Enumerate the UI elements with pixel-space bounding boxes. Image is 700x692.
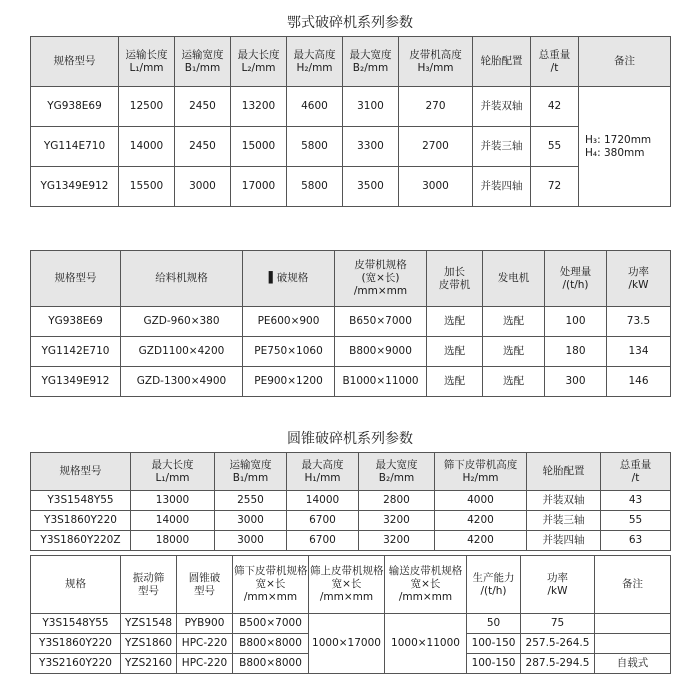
table-cell: 5800 <box>287 127 343 167</box>
table-cell: 13000 <box>131 491 215 511</box>
table-cell: 100-150 <box>467 634 521 654</box>
table-cell: B1000×11000 <box>335 367 427 397</box>
table-cell: 2550 <box>215 491 287 511</box>
table-cell: 选配 <box>427 367 483 397</box>
table-cell: B650×7000 <box>335 307 427 337</box>
header-cell: 最大长度 L₁/mm <box>131 453 215 491</box>
table-cell: 4000 <box>435 491 527 511</box>
table-cell: 6700 <box>287 531 359 551</box>
table-cell: 4200 <box>435 511 527 531</box>
table-cell: B800×9000 <box>335 337 427 367</box>
header-cell: 备注 <box>579 37 671 87</box>
table-cell: PE600×900 <box>243 307 335 337</box>
table-cell: Y3S1548Y55 <box>31 491 131 511</box>
header-cell: 备注 <box>595 556 671 614</box>
header-cell: 输送皮带机规格 宽×长 /mm×mm <box>385 556 467 614</box>
table-cell: 287.5-294.5 <box>521 654 595 674</box>
table-header-row <box>31 251 671 307</box>
table-cell: 75 <box>521 614 595 634</box>
cone-dimension-table <box>30 452 671 551</box>
header-cell: ▌破规格 <box>243 251 335 307</box>
table-cell: PE900×1200 <box>243 367 335 397</box>
header-cell: 加长 皮带机 <box>427 251 483 307</box>
table-cell: 3500 <box>343 167 399 207</box>
table-cell: 自载式 <box>595 654 671 674</box>
table-cell: 270 <box>399 87 473 127</box>
note-line-h4: H₄: 380mm <box>585 146 645 159</box>
table-header-row <box>31 37 671 87</box>
table-cell <box>595 614 671 634</box>
table-cell: GZD1100×4200 <box>121 337 243 367</box>
table-row <box>31 614 671 634</box>
jaw-crusher-title: 鄂式破碎机系列参数 <box>287 15 413 31</box>
table-cell: 257.5-264.5 <box>521 634 595 654</box>
header-cell: 总重量 /t <box>531 37 579 87</box>
table-cell: Y3S1548Y55 <box>31 614 121 634</box>
header-cell: 规格型号 <box>31 37 119 87</box>
header-cell: 圆锥破 型号 <box>177 556 233 614</box>
table-cell: Y3S1860Y220 <box>31 511 131 531</box>
table-cell: 14000 <box>119 127 175 167</box>
table-cell: 300 <box>545 367 607 397</box>
note-line-h3: H₃: 1720mm <box>585 133 652 146</box>
table-row <box>31 87 671 127</box>
header-cell: 功率 /kW <box>607 251 671 307</box>
table-cell: 并装四轴 <box>527 531 601 551</box>
header-cell: 轮胎配置 <box>473 37 531 87</box>
table-cell: 6700 <box>287 511 359 531</box>
table-cell: 43 <box>601 491 671 511</box>
table-cell: PE750×1060 <box>243 337 335 367</box>
table-cell: 73.5 <box>607 307 671 337</box>
table-row <box>31 167 671 207</box>
table-cell <box>595 634 671 654</box>
table-cell: 4600 <box>287 87 343 127</box>
table-row <box>31 367 671 397</box>
table-cell: YG1142E710 <box>31 337 121 367</box>
table-row <box>31 491 671 511</box>
table-cell: 55 <box>601 511 671 531</box>
table-cell: 并装三轴 <box>473 127 531 167</box>
table-cell: YZS1860 <box>121 634 177 654</box>
table-row <box>31 531 671 551</box>
table-cell: 72 <box>531 167 579 207</box>
table-cell: 选配 <box>427 307 483 337</box>
table-header-row <box>31 556 671 614</box>
header-cell: 皮带机规格 (宽×长) /mm×mm <box>335 251 427 307</box>
header-cell: 最大高度 H₁/mm <box>287 453 359 491</box>
table-cell: 42 <box>531 87 579 127</box>
header-cell: 筛上皮带机规格 宽×长 /mm×mm <box>309 556 385 614</box>
table-cell: 并装双轴 <box>527 491 601 511</box>
table-cell: 14000 <box>287 491 359 511</box>
over-belt-merged-cell: 1000×17000 <box>309 614 385 674</box>
header-cell: 发电机 <box>483 251 545 307</box>
header-cell: 轮胎配置 <box>527 453 601 491</box>
table-cell: 选配 <box>483 367 545 397</box>
table-cell: 并装三轴 <box>527 511 601 531</box>
table-cell: B800×8000 <box>233 654 309 674</box>
table-cell: 17000 <box>231 167 287 207</box>
table-cell: 15500 <box>119 167 175 207</box>
table-cell: GZD-1300×4900 <box>121 367 243 397</box>
header-cell: 处理量 /(t/h) <box>545 251 607 307</box>
table-cell: YZS2160 <box>121 654 177 674</box>
table-cell: 134 <box>607 337 671 367</box>
table-cell: 15000 <box>231 127 287 167</box>
header-cell: 规格型号 <box>31 453 131 491</box>
table-cell: 2450 <box>175 87 231 127</box>
table-cell: 选配 <box>427 337 483 367</box>
table-cell: YG938E69 <box>31 87 119 127</box>
table-row <box>31 127 671 167</box>
table-cell: 14000 <box>131 511 215 531</box>
jaw-equipment-table <box>30 250 671 397</box>
table-cell: YG938E69 <box>31 307 121 337</box>
table-cell: 63 <box>601 531 671 551</box>
header-cell: 运输长度 L₁/mm <box>119 37 175 87</box>
table-cell: 4200 <box>435 531 527 551</box>
table-cell: 180 <box>545 337 607 367</box>
cone-equipment-table <box>30 555 671 674</box>
table-cell: 100-150 <box>467 654 521 674</box>
table-cell: 3200 <box>359 511 435 531</box>
jaw-dimension-table <box>30 36 671 207</box>
table-cell: HPC-220 <box>177 634 233 654</box>
header-cell: 最大长度 L₂/mm <box>231 37 287 87</box>
table-cell: 50 <box>467 614 521 634</box>
header-cell: 筛下皮带机规格 宽×长 /mm×mm <box>233 556 309 614</box>
table-cell: GZD-960×380 <box>121 307 243 337</box>
table-cell: 3100 <box>343 87 399 127</box>
table-cell: 2700 <box>399 127 473 167</box>
header-cell: 规格 <box>31 556 121 614</box>
table-cell: 3000 <box>215 511 287 531</box>
table-cell: 18000 <box>131 531 215 551</box>
table-cell: 2800 <box>359 491 435 511</box>
table-cell: B500×7000 <box>233 614 309 634</box>
table-cell: 选配 <box>483 307 545 337</box>
table-cell: 13200 <box>231 87 287 127</box>
header-cell: 振动筛 型号 <box>121 556 177 614</box>
table-cell: Y3S2160Y220 <box>31 654 121 674</box>
table-row <box>31 307 671 337</box>
table-cell: YZS1548 <box>121 614 177 634</box>
table-header-row <box>31 453 671 491</box>
note-cell <box>579 87 671 207</box>
table-cell: 并装四轴 <box>473 167 531 207</box>
table-cell: 并装双轴 <box>473 87 531 127</box>
table-cell: HPC-220 <box>177 654 233 674</box>
table-cell: 55 <box>531 127 579 167</box>
header-cell: 最大宽度 B₂/mm <box>359 453 435 491</box>
table-row <box>31 337 671 367</box>
table-cell: 146 <box>607 367 671 397</box>
table-cell: 3000 <box>215 531 287 551</box>
table-cell: 12500 <box>119 87 175 127</box>
table-cell: B800×8000 <box>233 634 309 654</box>
header-cell: 皮带机高度 H₃/mm <box>399 37 473 87</box>
header-cell: 总重量 /t <box>601 453 671 491</box>
table-cell: Y3S1860Y220 <box>31 634 121 654</box>
header-cell: 筛下皮带机高度 H₂/mm <box>435 453 527 491</box>
table-row <box>31 511 671 531</box>
table-cell: 选配 <box>483 337 545 367</box>
header-cell: 最大高度 H₂/mm <box>287 37 343 87</box>
table-cell: YG1349E912 <box>31 167 119 207</box>
header-cell: 规格型号 <box>31 251 121 307</box>
table-cell: PYB900 <box>177 614 233 634</box>
table-cell: YG114E710 <box>31 127 119 167</box>
header-cell: 给料机规格 <box>121 251 243 307</box>
header-cell: 生产能力 /(t/h) <box>467 556 521 614</box>
table-cell: 2450 <box>175 127 231 167</box>
header-cell: 运输宽度 B₁/mm <box>175 37 231 87</box>
table-cell: 3300 <box>343 127 399 167</box>
convey-belt-merged-cell: 1000×11000 <box>385 614 467 674</box>
header-cell: 运输宽度 B₁/mm <box>215 453 287 491</box>
table-cell: 3200 <box>359 531 435 551</box>
header-cell: 功率 /kW <box>521 556 595 614</box>
table-cell: 100 <box>545 307 607 337</box>
table-cell: Y3S1860Y220Z <box>31 531 131 551</box>
cone-crusher-title: 圆锥破碎机系列参数 <box>287 431 413 447</box>
table-cell: 3000 <box>399 167 473 207</box>
table-cell: YG1349E912 <box>31 367 121 397</box>
table-cell: 5800 <box>287 167 343 207</box>
table-cell: 3000 <box>175 167 231 207</box>
header-cell: 最大宽度 B₂/mm <box>343 37 399 87</box>
